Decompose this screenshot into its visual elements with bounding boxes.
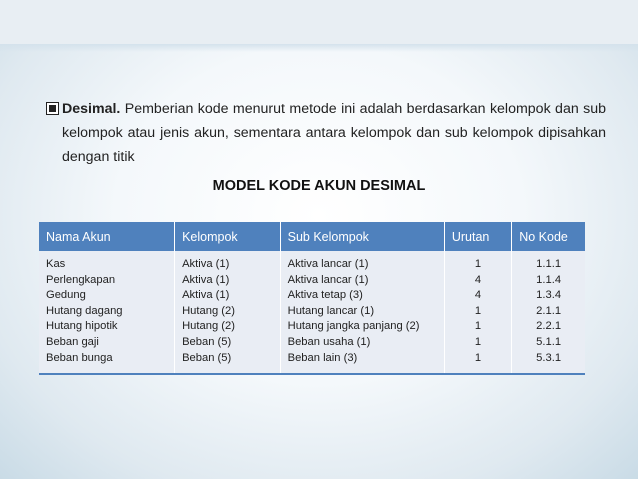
slide-band-shadow: [0, 44, 638, 52]
cell-line: Hutang dagang: [46, 304, 123, 317]
cell-line: 2.1.1: [536, 304, 562, 317]
kelompok-cell: [175, 251, 281, 374]
paragraph-body: Pemberian kode menurut metode ini adalah berdasarkan kelompok dan sub kelompok atau jenis akun, sementara antara kelompok dan sub kelompok dipisahkan dengan titik: [62, 101, 606, 165]
cell-line: Aktiva tetap (3): [287, 289, 363, 302]
cell-line: 4: [474, 289, 482, 302]
table-title: MODEL KODE AKUN DESIMAL: [212, 178, 426, 194]
cell-line: 1.1.4: [536, 273, 562, 286]
cell-line: Beban gaji: [46, 335, 99, 348]
nama-akun-cell: [39, 251, 175, 374]
cell-line: Hutang hipotik: [46, 320, 118, 333]
checkbox-bullet-icon: [46, 102, 59, 115]
cell-line: Aktiva lancar (1): [287, 273, 369, 286]
header-no-kode: No Kode: [512, 222, 585, 251]
urutan-cell: [444, 251, 511, 374]
table-row: [39, 251, 585, 374]
cell-line: 5.1.1: [536, 335, 562, 348]
cell-line: Beban lain (3): [287, 351, 358, 364]
paragraph-lead: Desimal.: [62, 101, 121, 117]
cell-line: Aktiva lancar (1): [287, 258, 369, 270]
header-nama-akun: Nama Akun: [39, 222, 175, 251]
no-kode-cell: [512, 251, 585, 374]
cell-line: 1.3.4: [536, 289, 562, 302]
desimal-paragraph: [46, 97, 606, 169]
slide-top-band: [0, 0, 638, 44]
cell-line: 5.3.1: [536, 351, 562, 364]
sub-kelompok-cell: [280, 251, 444, 374]
cell-line: Hutang lancar (1): [287, 304, 375, 317]
cell-line: Beban usaha (1): [287, 335, 371, 348]
cell-line: 1: [474, 258, 482, 270]
cell-line: 1: [474, 320, 482, 333]
cell-line: Hutang (2): [182, 320, 235, 333]
cell-line: Gedung: [46, 289, 86, 302]
kode-akun-table: [39, 222, 585, 375]
cell-line: 1.1.1: [536, 258, 562, 270]
cell-line: 4: [474, 273, 482, 286]
cell-line: Beban (5): [182, 351, 232, 364]
cell-line: 1: [474, 335, 482, 348]
header-urutan: Urutan: [444, 222, 511, 251]
table-header-row: [39, 222, 585, 251]
cell-line: Aktiva (1): [182, 273, 230, 286]
header-sub-kelompok: Sub Kelompok: [280, 222, 444, 251]
cell-line: Perlengkapan: [46, 273, 116, 286]
cell-line: Hutang jangka panjang (2): [287, 320, 420, 333]
cell-line: 1: [474, 351, 482, 364]
cell-line: Kas: [46, 258, 66, 270]
cell-line: Aktiva (1): [182, 289, 230, 302]
cell-line: Beban bunga: [46, 351, 113, 364]
cell-line: Hutang (2): [182, 304, 235, 317]
cell-line: 1: [474, 304, 482, 317]
header-kelompok: Kelompok: [175, 222, 281, 251]
cell-line: Beban (5): [182, 335, 232, 348]
cell-line: 2.2.1: [536, 320, 562, 333]
cell-line: Aktiva (1): [182, 258, 230, 270]
